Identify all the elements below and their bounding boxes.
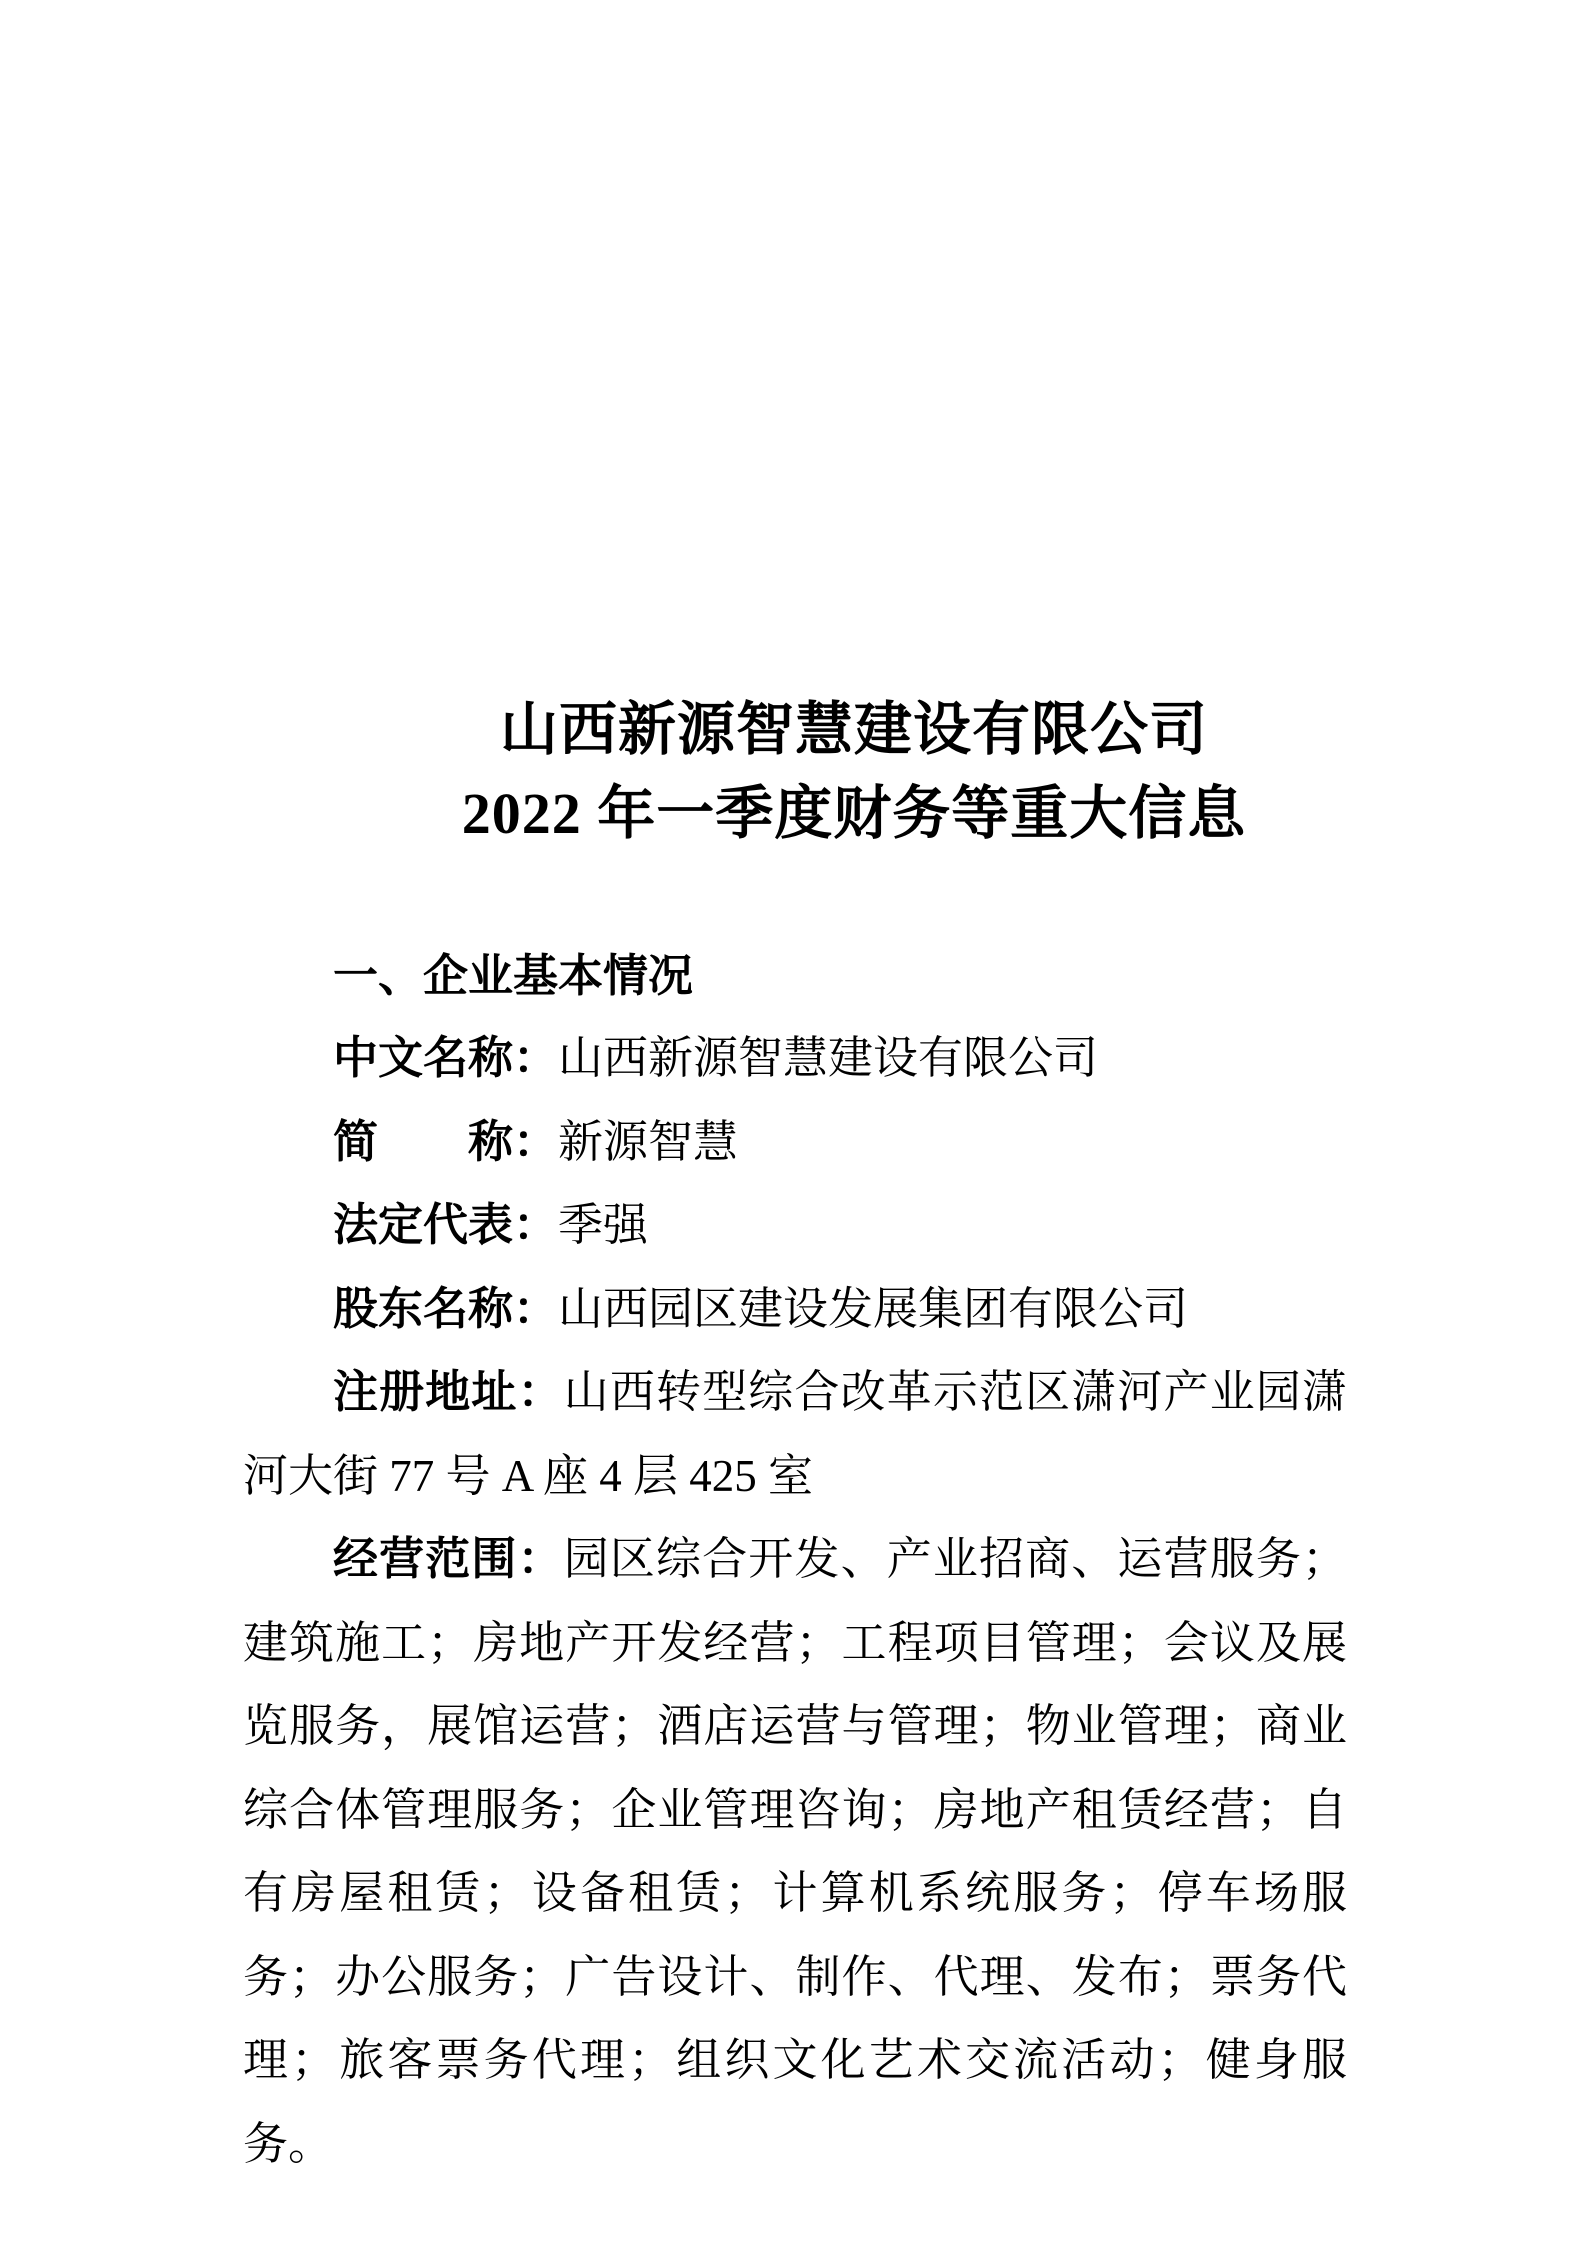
field-registered-address xyxy=(243,1351,1347,1518)
field-chinese-name-label: 中文名称： xyxy=(333,1033,559,1083)
field-legal-representative-value: 季强 xyxy=(558,1200,649,1250)
document-title xyxy=(243,688,1347,856)
field-business-scope-label: 经营范围： xyxy=(333,1534,564,1584)
field-short-name-value: 新源智慧 xyxy=(558,1116,739,1167)
field-shareholder-name-value: 山西园区建设发展集团有限公司 xyxy=(558,1283,1189,1334)
field-business-scope-value: 园区综合开发、产业招商、运营服务；建筑施工；房地产开发经营；工程项目管理；会议及展览服务，展馆运营；酒店运营与管理；物业管理；商业综合体管理服务；企业管理咨询；房地产租赁经营；自有房屋租赁；设备租赁；计算机系统服务；停车场服务；办公服务；广告设计、制作、代理、发布；票务代理；旅客票务代理；组织文化艺术交流活动；健身服务。 xyxy=(243,1534,1347,2169)
field-short-name xyxy=(243,1101,1347,1185)
field-shareholder-name-label: 股东名称： xyxy=(333,1283,559,1334)
document-title-line1: 山西新源智慧建设有限公司 xyxy=(499,697,1208,762)
field-registered-address-value: 山西转型综合改革示范区潇河产业园潇河大街 77 号 A 座 4 层 425 室 xyxy=(243,1367,1347,1501)
field-legal-representative xyxy=(243,1184,1347,1268)
field-shareholder-name xyxy=(243,1268,1347,1352)
field-legal-representative-label: 法定代表： xyxy=(333,1200,559,1250)
field-business-scope xyxy=(243,1518,1347,2186)
field-chinese-name xyxy=(243,1017,1347,1101)
field-short-name-label: 简 称： xyxy=(333,1116,559,1167)
section-heading-basic-info: 一、企业基本情况 xyxy=(333,950,694,1001)
document-title-line2: 2022 年一季度财务等重大信息 xyxy=(461,781,1247,846)
field-registered-address-label: 注册地址： xyxy=(333,1367,564,1417)
field-chinese-name-value: 山西新源智慧建设有限公司 xyxy=(558,1033,1099,1083)
